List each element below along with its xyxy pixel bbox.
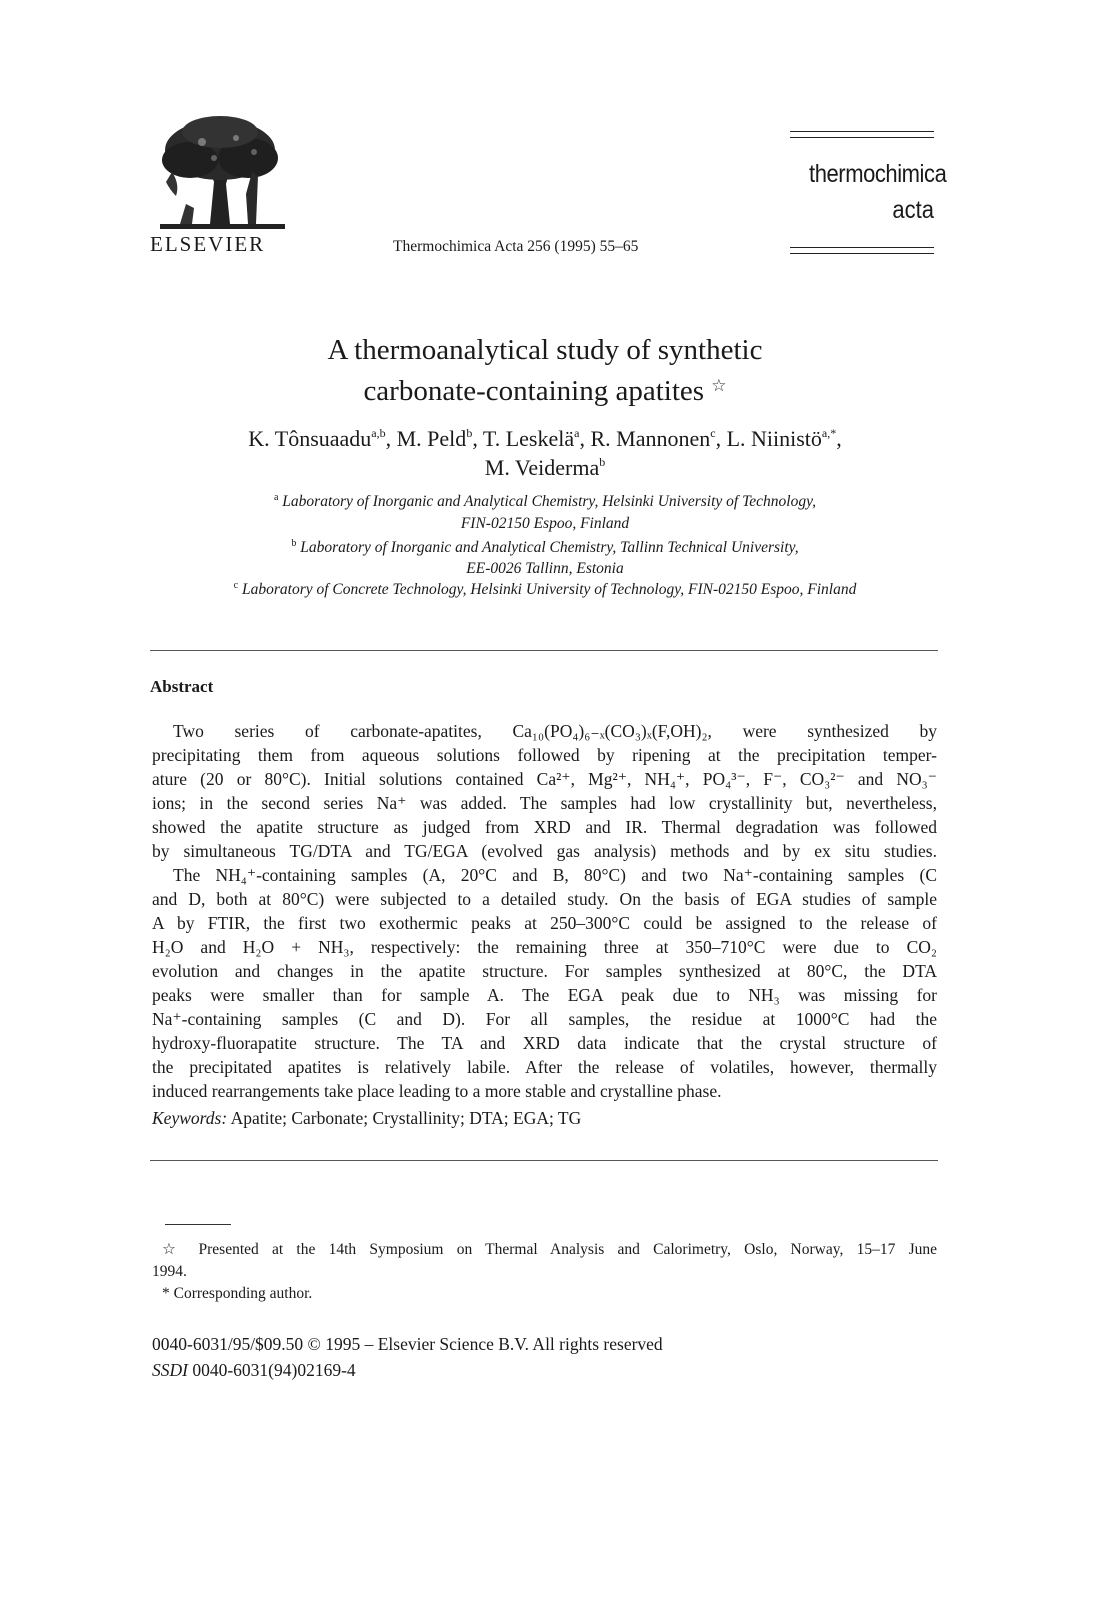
author: M. Peld — [396, 426, 467, 451]
authors-line2 — [150, 455, 940, 481]
abstract-line: hydroxy-fluorapatite structure. The TA and XRD data indicate that the crystal structure of — [152, 1033, 937, 1053]
affiliation-c: $^c$ Laboratory of Concrete Technology, Helsinki University of Technology, FIN-02150 Espoo, Finland — [233, 580, 857, 598]
abstract-line: precipitating them from aqueous solutions followed by ripening at the precipitation temper- — [152, 745, 937, 765]
ssdi-line — [152, 1360, 356, 1381]
author-affiliation-mark: b — [466, 426, 473, 440]
author-affiliation-mark: a — [574, 426, 580, 440]
section-divider — [150, 650, 938, 651]
abstract-line: evolution and changes in the apatite structure. For samples synthesized at 80°C, the DTA — [152, 961, 937, 981]
abstract-line: peaks were smaller than for sample A. The EGA peak due to NH₃ was missing for — [152, 985, 937, 1005]
abstract-line: and D, both at 80°C) were subjected to a detailed study. On the basis of EGA studies of sample — [152, 889, 937, 909]
journal-title-line2: acta — [892, 196, 934, 224]
authors-line1: K. Tônsuaadu$^{a,b}$, M. Peld$^b$, T. Leskelä$^a$, R. Mannonen$^c$, L. Niinistö$^{a,*}$, — [248, 426, 842, 451]
abstract-line: The NH₄⁺-containing samples (A, 20°C and B, 80°C) and two Na⁺-containing samples (C — [173, 865, 937, 885]
publisher-name: ELSEVIER — [150, 232, 266, 256]
affiliation-b-line2: EE-0026 Tallinn, Estonia — [466, 560, 624, 577]
author: R. Mannonen — [590, 426, 711, 451]
title-footnote-star: ☆ — [711, 376, 727, 395]
affiliation-a-line1: $^a$ Laboratory of Inorganic and Analytical Chemistry, Helsinki University of Technology, — [273, 492, 817, 510]
abstract-line: the precipitated apatites is relatively labile. After the release of volatiles, however, thermally — [152, 1057, 937, 1077]
abstract-heading: Abstract — [150, 677, 214, 696]
article-title-text: carbonate-containing apatites — [363, 375, 705, 407]
abstract-line: induced rearrangements take place leading to a more stable and crystalline phase. — [152, 1081, 722, 1101]
affiliation-a-line2: FIN-02150 Espoo, Finland — [460, 515, 630, 532]
copyright-line: 0040-6031/95/$09.50 © 1995 – Elsevier Science B.V. All rights reserved — [152, 1334, 663, 1354]
journal-title-rule — [790, 253, 934, 254]
footnote-corresponding-author: * Corresponding author. — [162, 1285, 313, 1302]
abstract-line: showed the apatite structure as judged from XRD and IR. Thermal degradation was followed — [152, 817, 937, 837]
footnote-rule — [165, 1224, 231, 1225]
ssdi-value: 0040-6031(94)02169-4 — [192, 1360, 356, 1380]
author: M. Veiderma — [484, 455, 600, 480]
abstract-line: A by FTIR, the first two exothermic peaks at 250–300°C could be assigned to the release of — [152, 913, 937, 933]
author-affiliation-mark: a,b — [371, 426, 386, 440]
abstract-line: Two series of carbonate-apatites, Ca₁₀(PO₄)₆₋ₓ(CO₃)ₓ(F,OH)₂, were synthesized by — [173, 721, 937, 741]
affiliation-b-line1: $^b$ Laboratory of Inorganic and Analytical Chemistry, Tallinn Technical University, — [291, 538, 799, 556]
author-affiliation-mark: a,* — [821, 426, 837, 440]
abstract-line: H₂O and H₂O + NH₃, respectively: the remaining three at 350–710°C were due to CO₂ — [152, 937, 937, 957]
journal-citation: Thermochimica Acta 256 (1995) 55–65 — [393, 238, 639, 255]
journal-title-line1: thermochimica — [809, 160, 947, 188]
journal-title-rule — [790, 137, 934, 138]
author-affiliation-mark: c — [710, 426, 716, 440]
keywords-label: Keywords: — [152, 1108, 228, 1128]
author: L. Niinistö — [726, 426, 822, 451]
article-title-line2 — [150, 368, 940, 409]
section-divider — [150, 1160, 938, 1161]
author-affiliation-mark: b — [599, 455, 606, 469]
abstract-line: by simultaneous TG/DTA and TG/EGA (evolved gas analysis) methods and by ex situ studies. — [152, 841, 937, 861]
abstract-line: Na⁺-containing samples (C and D). For all samples, the residue at 1000°C had the — [152, 1009, 937, 1029]
author: K. Tônsuaadu — [248, 426, 372, 451]
abstract-line: ions; in the second series Na⁺ was added. The samples had low crystallinity but, nevertheless, — [152, 793, 937, 813]
ssdi-label: SSDI — [152, 1360, 188, 1380]
keywords-text: Apatite; Carbonate; Crystallinity; DTA; EGA; TG — [230, 1108, 582, 1128]
journal-title-rule — [790, 131, 934, 132]
author: T. Leskelä — [482, 426, 575, 451]
article-title-line1: A thermoanalytical study of synthetic — [327, 334, 763, 366]
journal-title-rule — [790, 247, 934, 248]
abstract-line: ature (20 or 80°C). Initial solutions contained Ca²⁺, Mg²⁺, NH₄⁺, PO₄³⁻, F⁻, CO₃²⁻ and NO₃⁻ — [152, 769, 937, 789]
footnote-presented: ☆ Presented at the 14th Symposium on Thermal Analysis and Calorimetry, Oslo, Norway, 15–17 June 1994. — [152, 1241, 937, 1280]
keywords — [152, 1108, 581, 1129]
